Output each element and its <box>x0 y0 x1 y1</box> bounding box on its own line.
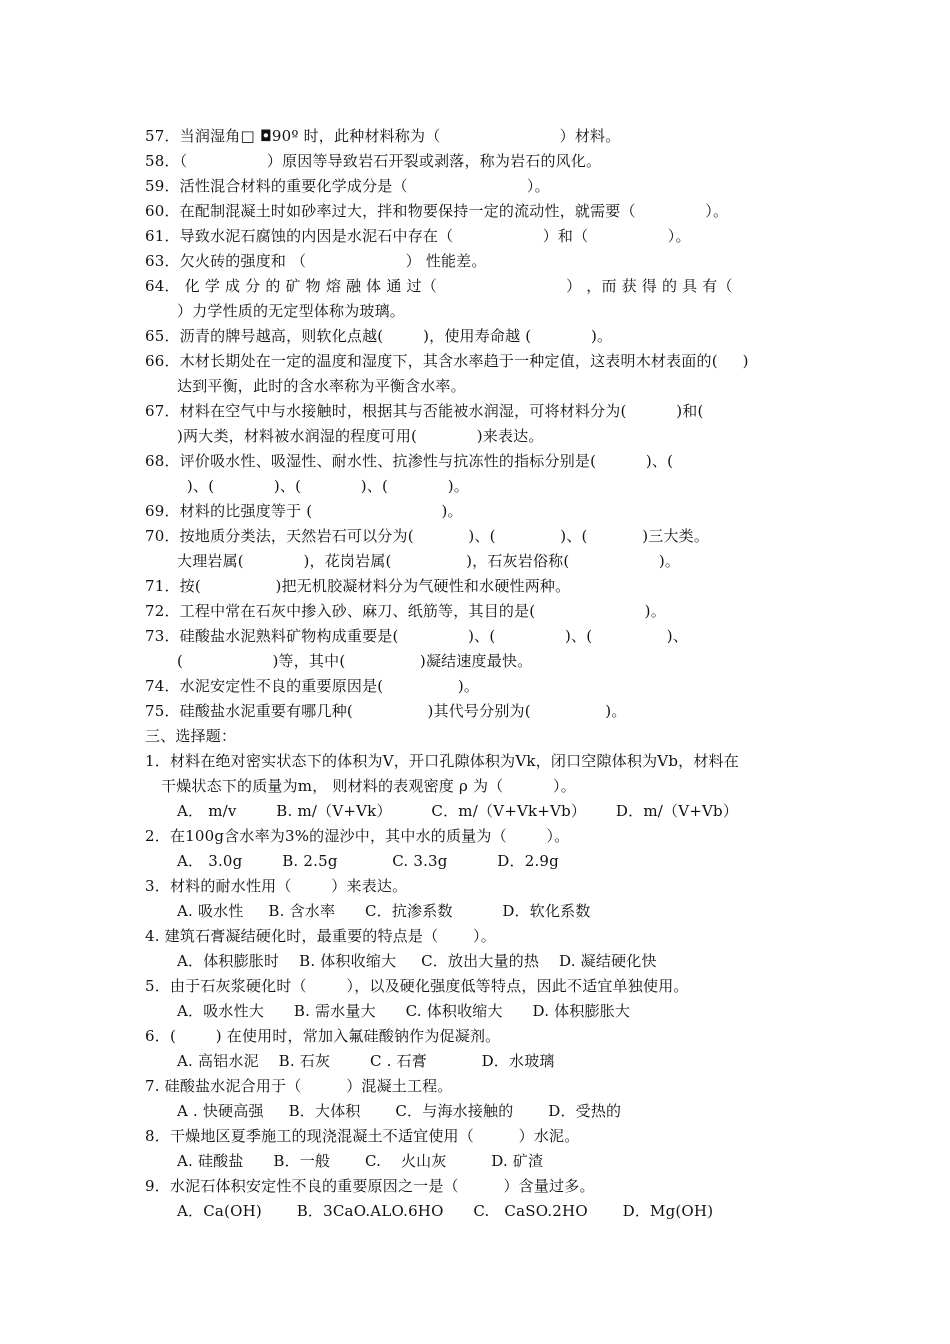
text-line: 57．当润湿角□ ◘90º 时，此种材料称为（ ）材料。 <box>145 127 621 145</box>
text-line: 6．( ) 在使用时，常加入氟硅酸钠作为促凝剂。 <box>145 1027 501 1045</box>
text-line: A． 3.0g B. 2.5g C. 3.3g D．2.9g <box>177 852 559 870</box>
text-line: A．Ca(OH) B．3CaO.ALO.6HO C. CaSO.2HO D．Mg(OH) <box>177 1202 714 1220</box>
text-line: 68．评价吸水性、吸湿性、耐水性、抗渗性与抗冻性的指标分别是( )、( <box>145 452 674 470</box>
text-line: 59．活性混合材料的重要化学成分是（ ）。 <box>145 177 550 195</box>
text-line: 70．按地质分类法，天然岩石可以分为( )、( )、( )三大类。 <box>145 527 710 545</box>
document-page <box>145 124 810 1224</box>
text-line: )两大类，材料被水润湿的程度可用( )来表达。 <box>177 427 544 445</box>
text-line: ( )等，其中( )凝结速度最快。 <box>177 652 533 670</box>
text-line: 71．按( )把无机胶凝材料分为气硬性和水硬性两种。 <box>145 577 571 595</box>
text-line: A．吸水性大 B. 需水量大 C. 体积收缩大 D. 体积膨胀大 <box>177 1002 631 1020</box>
text-line: 58．（ ）原因等导致岩石开裂或剥落，称为岩石的风化。 <box>145 152 602 170</box>
text-line: 4. 建筑石膏凝结硬化时，最重要的特点是（ ）。 <box>145 927 496 945</box>
text-line: 74．水泥安定性不良的重要原因是( )。 <box>145 677 480 695</box>
text-line: 60．在配制混凝土时如砂率过大，拌和物要保持一定的流动性，就需要（ ）。 <box>145 202 729 220</box>
text-line: 63．欠火砖的强度和 （ ） 性能差。 <box>145 252 487 270</box>
text-line: 大理岩属( )，花岗岩属( )，石灰岩俗称( )。 <box>177 552 681 570</box>
text-line: 69．材料的比强度等于 ( )。 <box>145 502 463 520</box>
text-line: A．体积膨胀时 B. 体积收缩大 C．放出大量的热 D. 凝结硬化快 <box>177 952 657 970</box>
text-line: 9．水泥石体积安定性不良的重要原因之一是（ ）含量过多。 <box>145 1177 595 1195</box>
text-line: 1．材料在绝对密实状态下的体积为V，开口孔隙体积为Vk，闭口空隙体积为Vb，材料在 <box>145 752 739 770</box>
text-line: A． m/v B. m/（V+Vk） C．m/（V+Vk+Vb） D．m/（V+Vb） <box>177 802 739 820</box>
text-line: 三、选择题： <box>145 727 237 745</box>
text-line: 5．由于石灰浆硬化时（ ），以及硬化强度低等特点，因此不适宜单独使用。 <box>145 977 689 995</box>
text-line: 66．木材长期处在一定的温度和湿度下，其含水率趋于一种定值，这表明木材表面的( ) <box>145 352 749 370</box>
text-line: 8．干燥地区夏季施工的现浇混凝土不适宜使用（ ）水泥。 <box>145 1127 580 1145</box>
text-line: 73．硅酸盐水泥熟料矿物构成重要是( )、( )、( )、 <box>145 627 689 645</box>
text-line: 61．导致水泥石腐蚀的内因是水泥石中存在（ ）和（ ）。 <box>145 227 691 245</box>
text-line: 达到平衡，此时的含水率称为平衡含水率。 <box>177 377 466 395</box>
text-line: 干燥状态下的质量为m， 则材料的表观密度 ρ 为（ ）。 <box>161 777 576 795</box>
text-line: A. 吸水性 B. 含水率 C．抗渗系数 D．软化系数 <box>177 902 591 920</box>
text-line: 64． 化 学 成 分 的 矿 物 熔 融 体 通 过（ ） ，而 获 得 的 具 有（ <box>145 277 733 295</box>
text-line: 67．材料在空气中与水接触时，根据其与否能被水润湿，可将材料分为( )和( <box>145 402 704 420</box>
text-line: 75．硅酸盐水泥重要有哪几种( )其代号分别为( )。 <box>145 702 627 720</box>
text-line: 7. 硅酸盐水泥合用于（ ）混凝土工程。 <box>145 1077 453 1095</box>
text-line: 65．沥青的牌号越高，则软化点越( )，使用寿命越 ( )。 <box>145 327 613 345</box>
text-line: )、( )、( )、( )。 <box>177 477 469 495</box>
text-line: 3．材料的耐水性用（ ）来表达。 <box>145 877 408 895</box>
text-line: ）力学性质的无定型体称为玻璃。 <box>177 302 406 320</box>
text-line: 2．在100g含水率为3%的湿沙中，其中水的质量为（ ）。 <box>145 827 570 845</box>
text-line: A. 硅酸盐 B．一般 C. 火山灰 D. 矿渣 <box>177 1152 544 1170</box>
text-line: A. 高铝水泥 B. 石灰 C . 石膏 D．水玻璃 <box>177 1052 555 1070</box>
text-line: A . 快硬高强 B．大体积 C．与海水接触的 D．受热的 <box>177 1102 622 1120</box>
text-line: 72．工程中常在石灰中掺入砂、麻刀、纸筋等，其目的是( )。 <box>145 602 666 620</box>
